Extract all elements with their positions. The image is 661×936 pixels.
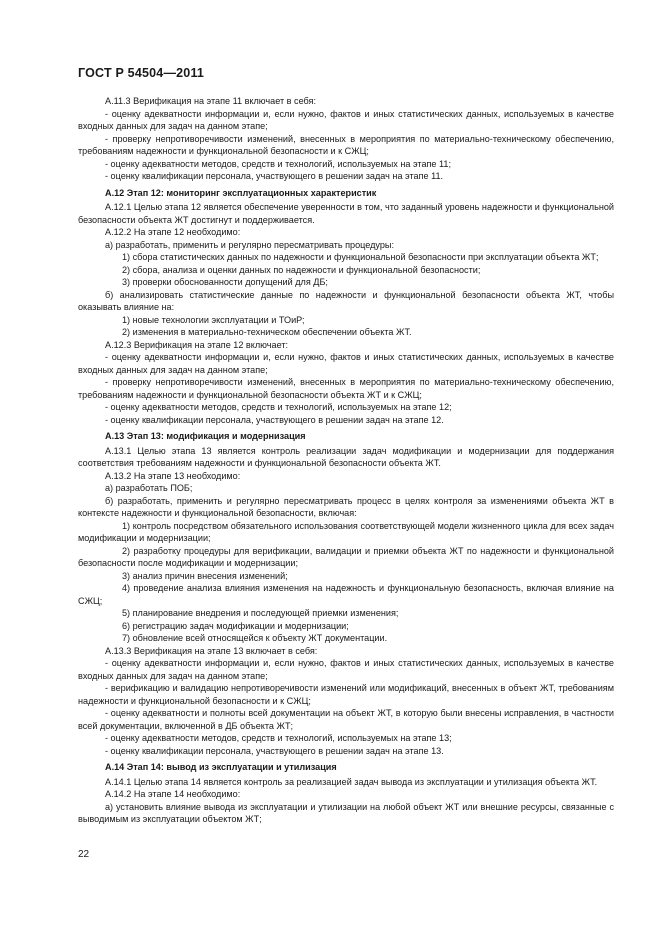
paragraph: 5) планирование внедрения и последующей приемки изменения; bbox=[122, 608, 399, 618]
paragraph: - оценку адекватности методов, средств и технологий, используемых на этапе 12; bbox=[105, 402, 452, 412]
paragraph: 6) регистрацию задач модификации и модернизации; bbox=[122, 620, 349, 631]
paragraph: б) разработать, применить и регулярно пересматривать процесс в целях контроля за изменениями объекта ЖТ в контексте надежности и функциональной безопасности, включая: bbox=[78, 495, 614, 518]
paragraph: 3) проверки обоснованности допущений для ДБ; bbox=[122, 277, 328, 287]
paragraph: - проверку непротиворечивости изменений, внесенных в мероприятия по материально-техническому обеспечению, требованиям надежности и функциональной безопасности объекта ЖТ и к СЖЦ; bbox=[78, 377, 614, 400]
paragraph: а) разработать ПОБ; bbox=[105, 483, 193, 493]
section-heading: А.13 Этап 13: модификация и модернизация bbox=[105, 431, 306, 441]
document-body bbox=[78, 95, 614, 826]
paragraph: а) установить влияние вывода из эксплуатации и утилизации на любой объект ЖТ или внешние ресурсы, связанные с выводимым из эксплуатации объектом ЖТ; bbox=[78, 801, 614, 824]
paragraph: А.11.3 Верификация на этапе 11 включает в себя: bbox=[105, 96, 316, 106]
paragraph: 1) контроль посредством обязательного использования соответствующей модели жизненного цикла для всех задач модификации и модернизации; bbox=[78, 520, 614, 543]
paragraph: А.14.1 Целью этапа 14 является контроль за реализацией задач вывода из эксплуатации и утилизация объекта ЖТ. bbox=[105, 776, 598, 787]
paragraph: - оценку адекватности информации и, если нужно, фактов и иных статистических данных, используемых в качестве входных данных для задач на данном этапе; bbox=[78, 352, 614, 375]
paragraph: А.12.3 Верификация на этапе 12 включает: bbox=[105, 339, 289, 350]
paragraph: - верификацию и валидацию непротиворечивости изменений или модификаций, внесенных в объект ЖТ, требованиям надежности и функциональной безопасности и к СЖЦ; bbox=[78, 683, 614, 706]
section-heading: А.12 Этап 12: мониторинг эксплуатационных характеристик bbox=[105, 187, 377, 198]
paragraph: А.13.3 Верификация на этапе 13 включает в себя: bbox=[105, 645, 318, 656]
paragraph: 2) изменения в материально-техническом обеспечении объекта ЖТ. bbox=[122, 327, 412, 337]
paragraph: - оценку квалификации персонала, участвующего в решении задач на этапе 12. bbox=[105, 414, 444, 425]
paragraph: - оценку квалификации персонала, участвующего в решении задач на этапе 13. bbox=[105, 745, 444, 756]
section-heading: А.14 Этап 14: вывод из эксплуатации и утилизация bbox=[105, 762, 337, 772]
paragraph: 7) обновление всей относящейся к объекту ЖТ документации. bbox=[122, 633, 388, 643]
paragraph: 4) проведение анализа влияния изменения на надежность и функциональную безопасность, включая влияние на СЖЦ; bbox=[78, 583, 614, 606]
paragraph: А.13.2 На этапе 13 необходимо: bbox=[105, 470, 241, 481]
paragraph: А.14.2 На этапе 14 необходимо: bbox=[105, 789, 241, 799]
paragraph: 3) анализ причин внесения изменений; bbox=[122, 570, 288, 581]
paragraph: 1) новые технологии эксплуатации и ТОиР; bbox=[122, 314, 305, 325]
paragraph: - оценку адекватности и полноты всей документации на объект ЖТ, в которую были внесены исправления, в частности всей документации, включенной в ДБ объекта ЖТ; bbox=[78, 708, 614, 731]
paragraph: А.12.2 На этапе 12 необходимо: bbox=[105, 227, 241, 237]
page-number: 22 bbox=[78, 849, 90, 860]
paragraph: А.13.1 Целью этапа 13 является контроль реализации задач модификации и модернизации для поддержания соответствия требованиям надежности и функциональной безопасности объекта ЖТ. bbox=[78, 445, 614, 468]
paragraph: А.12.1 Целью этапа 12 является обеспечение уверенности в том, что заданный уровень надежности и функциональной безопасности объекта ЖТ достигнут и поддерживается. bbox=[78, 202, 614, 225]
paragraph: - оценку адекватности информации и, если нужно, фактов и иных статистических данных, используемых в качестве входных данных для задач на данном этапе; bbox=[78, 108, 614, 131]
paragraph: - оценку квалификации персонала, участвующего в решении задач на этапе 11. bbox=[105, 171, 444, 181]
paragraph: 2) сбора, анализа и оценки данных по надежности и функциональной безопасности; bbox=[122, 264, 481, 275]
paragraph: - оценку адекватности методов, средств и технологий, используемых на этапе 11; bbox=[105, 158, 451, 169]
paragraph: 2) разработку процедуры для верификации, валидации и приемки объекта ЖТ по надежности и функциональной безопасности после модификации и модернизации; bbox=[78, 545, 614, 568]
paragraph: - оценку адекватности информации и, если нужно, фактов и иных статистических данных, используемых в качестве входных данных для задач на данном этапе; bbox=[78, 658, 614, 681]
paragraph: 1) сбора статистических данных по надежности и функциональной безопасности при эксплуатации объекта ЖТ; bbox=[122, 252, 599, 262]
paragraph: а) разработать, применить и регулярно пересматривать процедуры: bbox=[105, 239, 394, 250]
paragraph: б) анализировать статистические данные по надежности и функциональной безопасности объекта ЖТ, чтобы оказывать влияние на: bbox=[78, 289, 614, 312]
paragraph: - проверку непротиворечивости изменений, внесенных в мероприятия по материально-техническому обеспечению, требованиям надежности и функциональной безопасности и к СЖЦ; bbox=[78, 133, 614, 156]
paragraph: - оценку адекватности методов, средств и технологий, используемых на этапе 13; bbox=[105, 733, 452, 743]
document-header: ГОСТ Р 54504—2011 bbox=[78, 66, 205, 80]
